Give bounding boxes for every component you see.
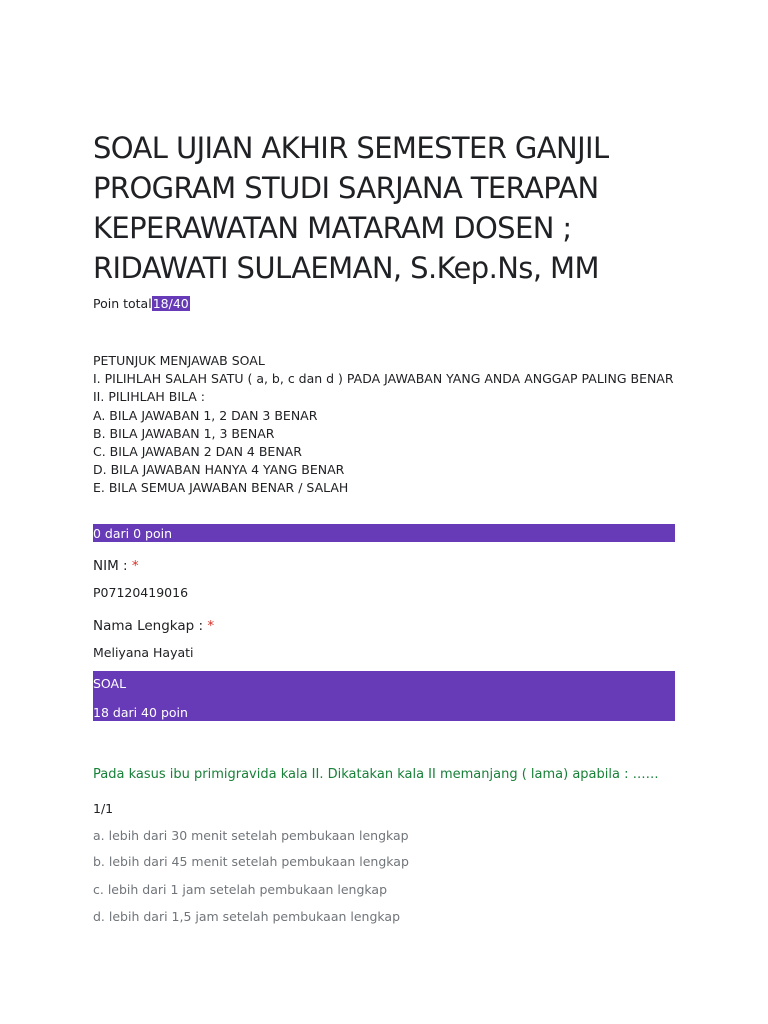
total-points [93, 296, 190, 312]
nama-value: Meliyana Hayati [93, 645, 194, 660]
instructions-item: E. BILA SEMUA JAWABAN BENAR / SALAH [93, 480, 349, 496]
instructions-line: II. PILIHLAH BILA : [93, 389, 206, 405]
answer-option: d. lebih dari 1,5 jam setelah pembukaan lengkap [93, 909, 401, 924]
total-points-score: 18/40 [152, 296, 189, 311]
page-title: SOAL UJIAN AKHIR SEMESTER GANJIL PROGRAM STUDI SARJANA TERAPAN KEPERAWATAN MATARAM DOSEN ; RIDAWATI SULAEMAN, S.Kep.Ns, MM [93, 131, 609, 285]
instructions-heading: PETUNJUK MENJAWAB SOAL [93, 353, 265, 368]
instructions-item: D. BILA JAWABAN HANYA 4 YANG BENAR [93, 462, 345, 478]
section-title: SOAL [93, 676, 127, 691]
required-asterisk: * [131, 558, 139, 574]
section-score: 18 dari 40 poin [93, 705, 188, 720]
nim-label-text: NIM : [93, 558, 132, 574]
answer-option: c. lebih dari 1 jam setelah pembukaan lengkap [93, 882, 388, 897]
answer-option: b. lebih dari 45 menit setelah pembukaan lengkap [93, 854, 409, 869]
nim-label [93, 557, 139, 575]
nama-label [93, 617, 214, 635]
question-score: 1/1 [93, 801, 114, 816]
section-header-identity [93, 524, 675, 542]
nama-label-text: Nama Lengkap : [93, 618, 208, 634]
section-header-soal [93, 671, 675, 721]
instructions-item: C. BILA JAWABAN 2 DAN 4 BENAR [93, 444, 302, 460]
instructions-line: I. PILIHLAH SALAH SATU ( a, b, c dan d ) PADA JAWABAN YANG ANDA ANGGAP PALING BENAR [93, 371, 674, 387]
total-points-label: Poin total [93, 296, 152, 311]
question-text: Pada kasus ibu primigravida kala II. Dikatakan kala II memanjang ( lama) apabila : …… [93, 767, 659, 782]
instructions-item: B. BILA JAWABAN 1, 3 BENAR [93, 425, 275, 441]
instructions-item: A. BILA JAWABAN 1, 2 DAN 3 BENAR [93, 407, 318, 423]
section-score: 0 dari 0 poin [93, 526, 173, 541]
instructions [93, 352, 675, 498]
required-asterisk: * [207, 618, 215, 634]
nim-value: P07120419016 [93, 585, 189, 600]
answer-option: a. lebih dari 30 menit setelah pembukaan lengkap [93, 828, 409, 843]
